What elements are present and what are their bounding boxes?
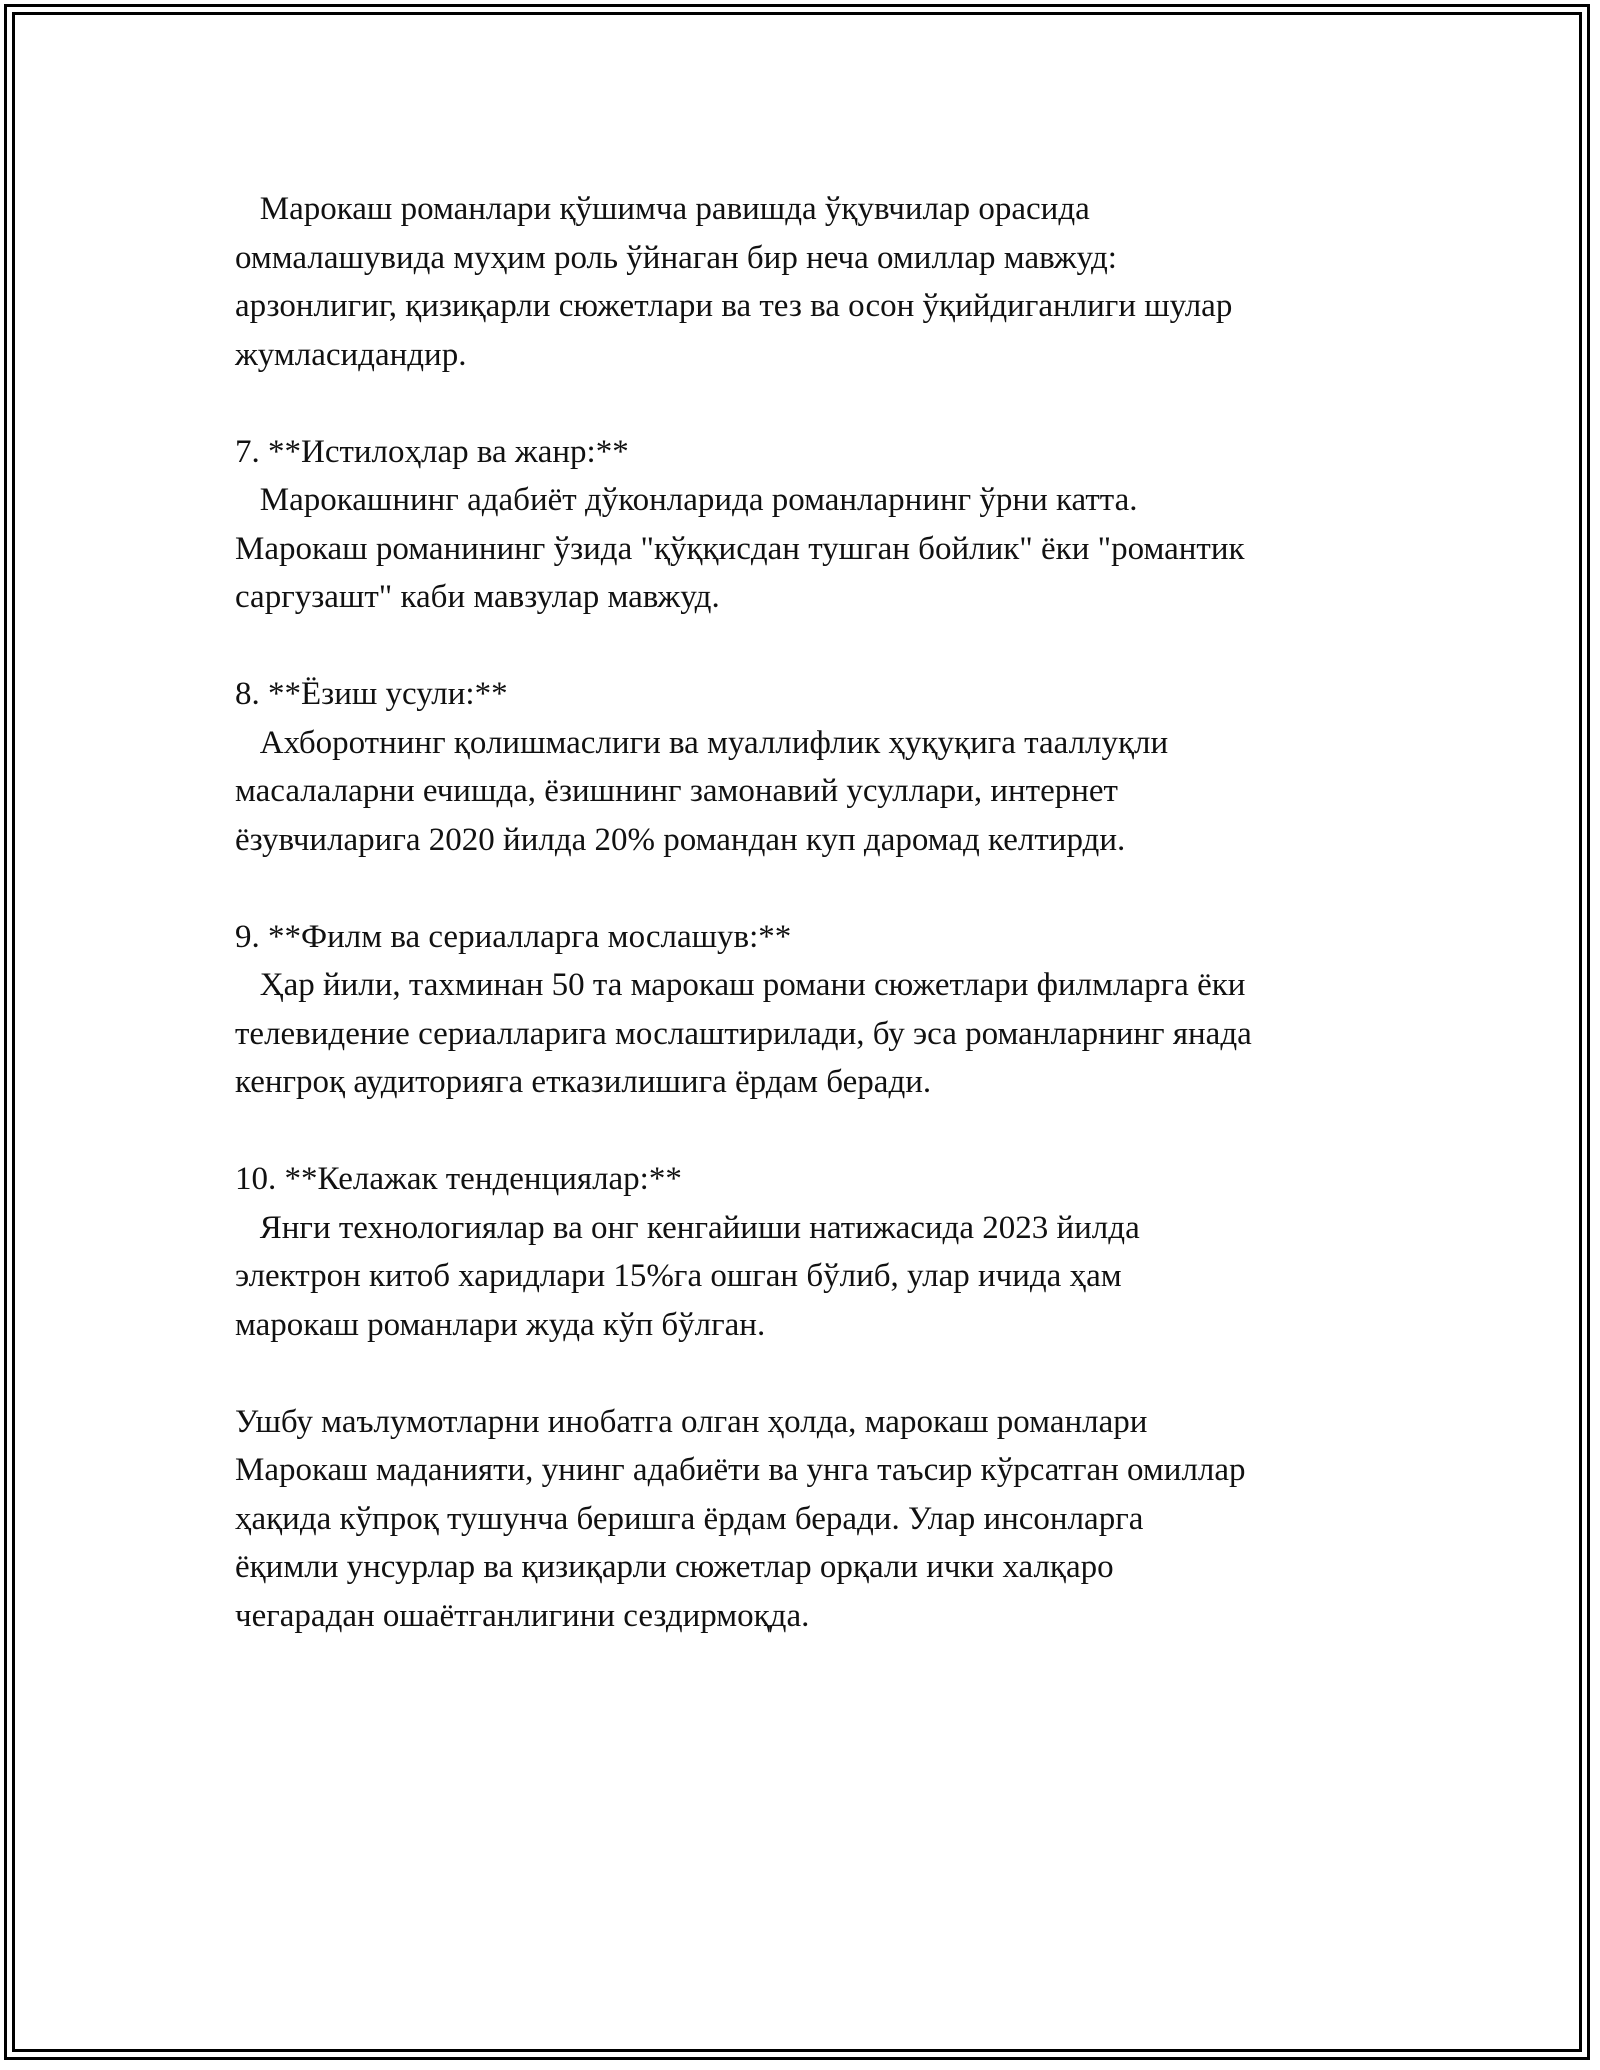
section-heading: 8. **Ёзиш усули:**: [235, 676, 508, 712]
text-line: чегарадан ошаётганлигини сездирмоқда.: [235, 1597, 810, 1634]
text-line: ёзувчиларига 2020 йилда 20% романдан куп даромад келтирди.: [235, 821, 1126, 858]
text-line: Ахборотнинг қолишмаслиги ва муаллифлик ҳуқуқига тааллуқли: [235, 724, 1169, 761]
conclusion-paragraph: [235, 1398, 1435, 1641]
section-heading: 9. **Филм ва сериалларга мослашув:**: [235, 918, 792, 955]
paragraph-gap: [235, 864, 1435, 913]
text-line: оммалашувида муҳим роль ўйнаган бир неча омиллар мавжуд:: [235, 239, 1117, 276]
section-7: [235, 428, 1435, 622]
document-body: [235, 185, 1435, 1640]
text-line: Марокаш маданияти, унинг адабиёти ва унга таъсир кўрсатган омиллар: [235, 1452, 1246, 1488]
paragraph-gap: [235, 1107, 1435, 1156]
text-line: ҳақида кўпроқ тушунча беришга ёрдам беради. Улар инсонларга: [235, 1500, 1144, 1537]
text-line: арзонлигиг, қизиқарли сюжетлари ва тез ва осон ўқийдиганлиги шулар: [235, 288, 1233, 324]
text-line: электрон китоб харидлари 15%га ошган бўлиб, улар ичида ҳам: [235, 1258, 1122, 1294]
text-line: Марокаш романлари қўшимча равишда ўқувчилар орасида: [235, 191, 1090, 227]
paragraph-gap: [235, 1349, 1435, 1398]
text-line: Янги технологиялар ва онг кенгайиши натижасида 2023 йилда: [235, 1209, 1140, 1246]
section-heading: 7. **Истилоҳлар ва жанр:**: [235, 433, 629, 470]
text-line: Марокаш романининг ўзида "қўққисдан тушган бойлик" ёки "романтик: [235, 530, 1245, 567]
text-line: саргузашт" каби мавзулар мавжуд.: [235, 579, 720, 615]
section-9: [235, 913, 1435, 1107]
text-line: масалаларни ечишда, ёзишнинг замонавий усуллари, интернет: [235, 773, 1118, 809]
text-line: Ушбу маълумотларни инобатга олган ҳолда, марокаш романлари: [235, 1403, 1148, 1440]
text-line: телевидение сериалларига мослаштирилади, бу эса романларнинг янада: [235, 1015, 1252, 1052]
intro-paragraph: [235, 185, 1435, 379]
text-line: жумласидандир.: [235, 336, 467, 373]
text-line: марокаш романлари жуда кўп бўлган.: [235, 1306, 766, 1343]
section-8: [235, 670, 1435, 864]
paragraph-gap: [235, 379, 1435, 428]
text-line: Ҳар йили, тахминан 50 та марокаш романи сюжетлари филмларга ёки: [235, 967, 1246, 1003]
text-line: ёқимли унсурлар ва қизиқарли сюжетлар орқали ички халқаро: [235, 1549, 1114, 1585]
paragraph-gap: [235, 622, 1435, 671]
section-10: [235, 1155, 1435, 1349]
text-line: Марокашнинг адабиёт дўконларида романларнинг ўрни катта.: [235, 482, 1138, 518]
text-line: кенгроқ аудиторияга етказилишига ёрдам беради.: [235, 1064, 932, 1100]
section-heading: 10. **Келажак тенденциялар:**: [235, 1161, 682, 1197]
